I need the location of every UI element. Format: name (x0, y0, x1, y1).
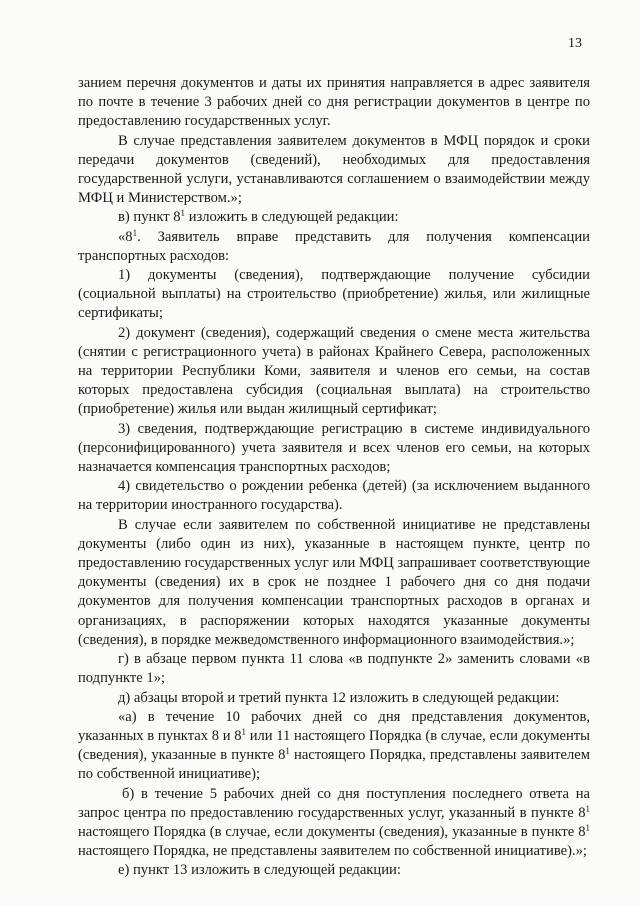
text-run: д) абзацы второй и третий пункта 12 изложить в следующей редакции: (118, 689, 560, 706)
paragraph (78, 861, 590, 880)
paragraph (78, 228, 590, 266)
superscript: 1 (132, 227, 138, 238)
text-run: В случае представления заявителем документов в МФЦ порядок и сроки передачи документов (сведений), необходимых для предоставления государственной услуги, устанавливаются соглашением о взаимодействии между МФЦ и Министерством.»; (78, 132, 590, 207)
paragraph (78, 420, 590, 478)
text-run: г) в абзаце первом пункта 11 слова «в подпункте 2» заменить словами «в подпункте 1»; (78, 651, 590, 687)
text-run: «8 (118, 228, 133, 245)
text-run: «а) в течение 10 рабочих дней со дня представления документов, указанных в пунктах 8 и 8 (78, 708, 590, 744)
superscript: 1 (585, 803, 590, 814)
paragraph (78, 324, 590, 420)
superscript: 1 (180, 208, 186, 219)
paragraph (78, 477, 590, 515)
paragraph (78, 74, 590, 132)
paragraph (78, 516, 590, 650)
superscript: 1 (285, 746, 290, 757)
superscript: 1 (241, 726, 246, 737)
text-run: или 11 настоящего Порядка (в случае, если документы (сведения), указанные в пункте 8 (78, 727, 590, 764)
text-run: в) пункт 8 (118, 209, 181, 226)
paragraph (78, 650, 590, 688)
text-run: настоящего Порядка (в случае, если документы (сведения), указанные в пункте 8 (78, 823, 586, 840)
paragraph (78, 689, 590, 708)
paragraph (78, 785, 590, 862)
paragraph (78, 266, 590, 324)
text-run: е) пункт 13 изложить в следующей редакции: (118, 862, 401, 879)
text-run: В случае если заявителем по собственной инициативе не представлены документы (либо один из них), указанные в настоящем пункте, центр по предоставлению государственных услуг или МФЦ запрашивает соответствующие документы (сведения) их в срок не позднее 1 рабочего дня со дня подачи документов для получения компенсации транспортных расходов в органах и организациях, в распоряжении которых находятся указанные документы (сведения), в порядке межведомственного информационного взаимодействия.»; (78, 516, 590, 648)
text-run: занием перечня документов и даты их принятия направляется в адрес заявителя по почте в течение 3 рабочих дней со дня регистрации документов в центре по предоставлению государственных услуг. (78, 75, 590, 130)
paragraph (78, 132, 590, 209)
paragraph (78, 208, 590, 227)
text-run: 1) документы (сведения), подтверждающие получение субсидии (социальной выплаты) на строительство (приобретение) жилья, или жилищные сертификаты; (78, 267, 590, 322)
text-run: 3) сведения, подтверждающие регистрацию в системе индивидуального (персонифицированного) учета заявителя и всех членов его семьи, на которых назначается компенсация транспортных расходов; (78, 420, 590, 476)
text-run: настоящего Порядка, представлены заявителем по собственной инициативе); (78, 747, 590, 783)
text-run: . Заявитель вправе представить для получения компенсации транспортных расходов: (78, 228, 590, 264)
text-run: 2) документ (сведения), содержащий сведения о смене места жительства (снятии с регистрационного учета) в районах Крайнего Севера, расположенных на территории Республики Коми, заявителя и членов его семьи, на состав которых предоставлена субсидия (социальная выплата) на строительство (приобретение) жилья или выдан жилищный сертификат; (78, 324, 590, 418)
paragraph (78, 708, 590, 785)
text-run: настоящего Порядка, не представлены заявителем по собственной инициативе).»; (78, 843, 587, 860)
text-run: 4) свидетельство о рождении ребенка (детей) (за исключением выданного на территории иностранного государства). (78, 478, 590, 514)
text-run: б) в течение 5 рабочих дней со дня поступления последнего ответа на запрос центра по предоставлению государственных услуг, указанный в пункте 8 (78, 785, 590, 821)
superscript: 1 (585, 822, 590, 833)
document-body (78, 74, 590, 881)
text-run: изложить в следующей редакции: (185, 209, 399, 226)
page-number: 13 (568, 36, 582, 51)
